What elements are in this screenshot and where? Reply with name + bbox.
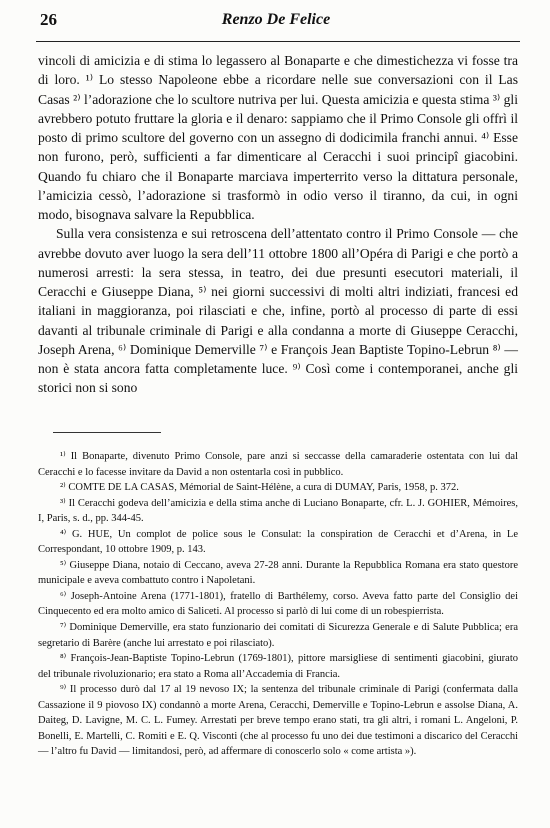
footnote: ⁸⁾ François-Jean-Baptiste Topino-Lebrun (1769-1801), pittore marsigliese di sentimenti giacobini, giurato del tribunale rivoluzionario; era stato a Roma all’Accademia di Francia.: [38, 653, 518, 680]
body-paragraph: vincoli di amicizia e di stima lo legassero al Bonaparte e che dimestichezza vi fosse tra di loro. ¹⁾ Lo stesso Napoleone ebbe a ricordare nelle sue conversazioni con il Las Casas ²⁾ l’adorazione che lo scultore nutriva per lui. Questa amicizia e questa stima ³⁾ gli avrebbero potuto fruttare la gloria e il denaro: sappiamo che il Primo Console gli offrì il posto di primo scultore del governo con un assegno di dodicimila franchi annui. ⁴⁾ Esse non furono, però, sufficienti a far dimenticare al Ceracchi i suoi principî giacobini. Quando fu chiaro che il Bonaparte marciava imperterrito verso la dittatura personale, l’amicizia cessò, l’adorazione si trasformò in odio verso il tiranno, da cui, in ogni modo, bisognava salvare la Repubblica.: [38, 53, 518, 222]
footnote: ⁵⁾ Giuseppe Diana, notaio di Ceccano, aveva 27-28 anni. Durante la Repubblica Romana era stato questore municipale e aveva combattuto contro i Napoletani.: [38, 559, 518, 587]
footnotes: [38, 449, 518, 760]
footnote: ¹⁾ Il Bonaparte, divenuto Primo Console, pare anzi si seccasse della camaraderie ostentata con lui dal Ceracchi e lo facesse invitare da David a non ostentarla così in pubblico.: [38, 451, 518, 478]
body-paragraph: Sulla vera consistenza e sui retroscena dell’attentato contro il Primo Console — che avrebbe dovuto aver luogo la sera dell’11 ottobre 1800 all’Opéra di Parigi e che portò a numerosi arresti: la sera stessa, in teatro, dei due presunti esecutori materiali, il Ceracchi e Giuseppe Diana, ⁵⁾ nei giorni successivi di molti altri indiziati, francesi ed italiani in maggioranza, poi rilasciati e che, infine, portò al processo di parte di essi davanti al tribunale criminale di Parigi e alla condanna a morte di Giuseppe Ceracchi, Joseph Arena, ⁶⁾ Dominique Demerville ⁷⁾ e François Jean Baptiste Topino-Lebrun ⁸⁾ — non è stata ancora fatta completamente luce. ⁹⁾ Così come i contemporanei, anche gli storici non si sono: [38, 226, 518, 396]
footnote-rule: [53, 432, 161, 433]
page-number: 26: [40, 10, 57, 29]
footnote: ⁷⁾ Dominique Demerville, era stato funzionario dei comitati di Sicurezza Generale e di Salute Pubblica; era segretario di Barère (anche lui arrestato e poi rilasciato).: [38, 622, 518, 649]
footnote: ²⁾ COMTE DE LA CASAS, Mémorial de Saint-Hélène, a cura di DUMAY, Paris, 1958, p. 372.: [60, 482, 459, 494]
main-text: [38, 51, 518, 398]
header-rule: [36, 41, 520, 42]
footnote: ⁴⁾ G. HUE, Un complot de police sous le Consulat: la conspiration de Ceracchi et d’Arena, in Le Correspondant, 10 ottobre 1909, p. 143.: [38, 528, 518, 556]
page-header: [36, 10, 516, 40]
running-title: Renzo De Felice: [221, 11, 331, 28]
footnote: ⁹⁾ Il processo durò dal 17 al 19 nevoso IX; la sentenza del tribunale criminale di Parigi (confermata dalla Cassazione il 9 piovoso IX) condannò a morte Arena, Ceracchi, Demerville e Topino-Lebrun e assolse Diana, A. Daiteg, D. Lavigne, M. C. L. Fumey. Arrestati per breve tempo erano stati, tra gli altri, i romani L. Angeloni, P. Bonelli, E. Martelli, C. Romiti e E. Q. Visconti (che al processo fu uno dei due testimoni a discarico del Ceracchi — l’altro fu David — limitandosi, però, ad affermare di conoscerlo solo « come artista »).: [38, 684, 518, 758]
footnote: ⁶⁾ Joseph-Antoine Arena (1771-1801), fratello di Barthélemy, corso. Aveva fatto parte del Consiglio dei Cinquecento ed era molto amico di Saliceti. Al processo si parlò di lui come di un robespierrista.: [38, 590, 518, 618]
footnote: ³⁾ Il Ceracchi godeva dell’amicizia e della stima anche di Luciano Bonaparte, cfr. L. J. GOHIER, Mémoires, I, Paris, s. d., pp. 344-45.: [38, 497, 518, 525]
